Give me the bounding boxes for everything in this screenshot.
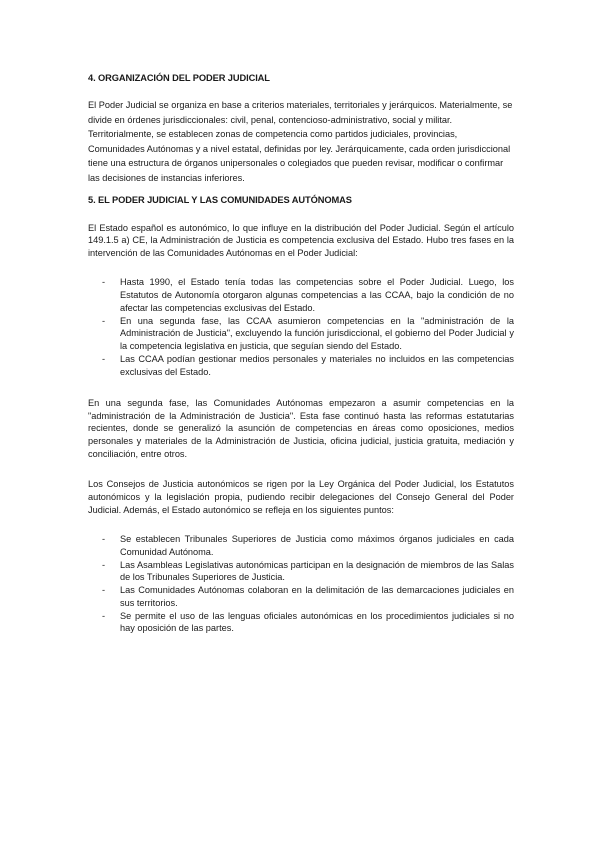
section-4-heading: 4. ORGANIZACIÓN DEL PODER JUDICIAL: [88, 73, 270, 83]
bullet-dash: -: [102, 277, 106, 288]
list-item-text: Se permite el uso de las lenguas oficiales autonómicas en los procedimientos judiciales si no hay oposición de las partes.: [120, 610, 514, 634]
bullet-dash: -: [102, 585, 106, 596]
bullet-dash: -: [102, 354, 106, 365]
bullet-dash: -: [102, 533, 106, 544]
phases-list: [88, 276, 514, 378]
list-item-text: Hasta 1990, el Estado tenía todas las competencias sobre el Poder Judicial. Luego, los Estatutos de Autonomía otorgaron algunas competencias a las CCAA, bajo la condición de no afectar las competencias exclusivas del Estado.: [120, 277, 514, 313]
bullet-dash: -: [102, 610, 106, 621]
list-item: [88, 353, 514, 379]
list-item-text: Las CCAA podían gestionar medios personales y materiales no incluidos en las competencias exclusivas del Estado.: [120, 354, 514, 377]
consejos-paragraph: Los Consejos de Justicia autonómicos se rigen por la Ley Orgánica del Poder Judicial, los Estatutos autonómicos y la legislación propia, pudiendo recibir delegaciones del Consejo General del Poder Judicial. Además, el Estado autonómico se refleja en los siguientes puntos:: [88, 479, 514, 515]
list-item: [88, 276, 514, 314]
list-item: [88, 559, 514, 585]
document-page: [88, 66, 514, 635]
bullet-dash: -: [102, 559, 106, 570]
list-item-text: En una segunda fase, las CCAA asumieron competencias en la "administración de la Administración de Justicia", excluyendo la función jurisdiccional, el gobierno del Poder Judicial y la competencia legislativa en justicia, que seguían siendo del Estado.: [120, 315, 514, 352]
second-phase-paragraph: En una segunda fase, las Comunidades Autónomas empezaron a asumir competencias en la "administración de la Administración de Justicia". Esta fase continuó hasta las reformas estatutarias recientes, donde se generalizó la asunción de competencias en áreas como oposiciones, medios personales y materiales de la Administración de Justicia, oficina judicial, justicia gratuita, mediación y conciliación, entre otros.: [88, 397, 514, 460]
list-item-text: Las Asambleas Legislativas autonómicas participan en la designación de miembros de las Salas de los Tribunales Superiores de Justicia.: [120, 559, 514, 583]
list-item: [88, 533, 514, 559]
section-5-intro-paragraph: El Estado español es autonómico, lo que influye en la distribución del Poder Judicial. Según el artículo 149.1.5 a) CE, la Administración de Justicia es competencia exclusiva del Estado. Hubo tres fases en la intervención de las Comunidades Autónomas en el Poder Judicial:: [88, 222, 514, 259]
section-5-heading: 5. EL PODER JUDICIAL Y LAS COMUNIDADES AUTÓNOMAS: [88, 194, 352, 205]
list-item-text: Se establecen Tribunales Superiores de Justicia como máximos órganos judiciales en cada Comunidad Autónoma.: [120, 533, 514, 557]
list-item: [88, 584, 514, 610]
list-item: [88, 315, 514, 353]
list-item-text: Las Comunidades Autónomas colaboran en la delimitación de las demarcaciones judiciales en sus territorios.: [120, 585, 514, 608]
list-item: [88, 610, 514, 636]
section-4-paragraph: El Poder Judicial se organiza en base a criterios materiales, territoriales y jerárquicos. Materialmente, se divide en órdenes jurisdiccionales: civil, penal, contencioso-administrativo, social y militar. Territorialmente, se establecen zonas de competencia como partidos judiciales, provincias, Comunidades Autónomas y a nivel estatal, definidas por ley. Jerárquicamente, cada orden jurisdiccional tiene una estructura de órganos unipersonales o colegiados que pueden revisar, modificar o confirmar las decisiones de instancias inferiores.: [88, 100, 513, 183]
bullet-dash: -: [102, 315, 106, 326]
points-list: [88, 533, 514, 635]
